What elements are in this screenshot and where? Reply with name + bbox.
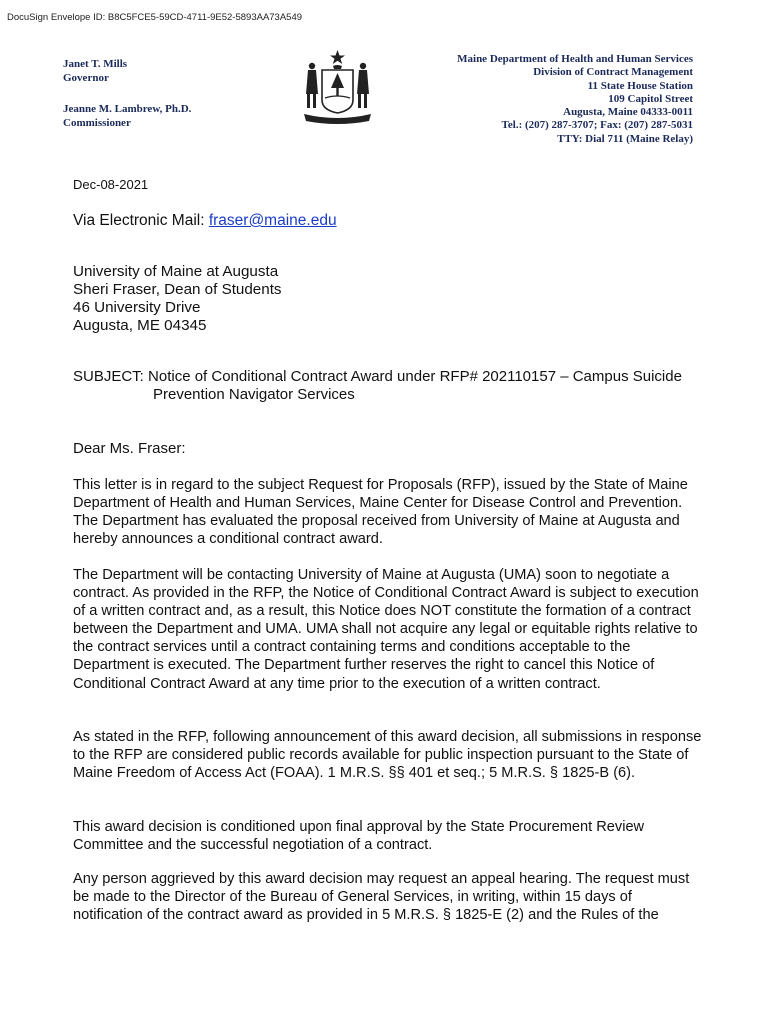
department-address-block <box>457 53 693 146</box>
governor-name: Janet T. Mills <box>63 58 128 70</box>
state-seal-icon <box>300 48 375 130</box>
address-line: University of Maine at Augusta <box>73 263 279 280</box>
dept-line: Division of Contract Management <box>533 66 693 79</box>
dept-line: 11 State House Station <box>587 79 693 92</box>
governor-title: Governor <box>63 72 109 84</box>
recipient-address <box>73 263 713 335</box>
subject-line-2: Prevention Navigator Services <box>153 386 355 404</box>
docusign-envelope-id: DocuSign Envelope ID: B8C5FCE5-59CD-4711-9E52-5893AA73A549 <box>7 12 303 23</box>
officials-block <box>63 57 191 130</box>
dept-line: Maine Department of Health and Human Services <box>457 53 693 65</box>
commissioner-name: Jeanne M. Lambrew, Ph.D. <box>63 103 192 115</box>
paragraph-approval-condition: This award decision is conditioned upon final approval by the State Procurement Review Committee and the successful negotiation of a contract. <box>73 819 645 854</box>
address-line: Sheri Fraser, Dean of Students <box>73 281 282 299</box>
address-line: Augusta, ME 04345 <box>73 317 207 335</box>
letter-date: Dec-08-2021 <box>73 177 149 192</box>
dept-line: Tel.: (207) 287-3707; Fax: (207) 287-5031 <box>501 119 693 132</box>
paragraph-award-announcement: This letter is in regard to the subject Request for Proposals (RFP), issued by the State of Maine Department of Health and Human Services, Maine Center for Disease Control and Prevention. The Department has evaluated the proposal received from University of Maine at Augusta and hereby announces a conditional contract award. <box>73 477 688 548</box>
paragraph-contract-negotiation: The Department will be contacting University of Maine at Augusta (UMA) soon to negotiate a contract. As provided in the RFP, the Notice of Conditional Contract Award is subject to execution of a written contract and, as a result, this Notice does NOT constitute the formation of a contract between the Department and UMA. UMA shall not acquire any legal or equitable rights relative to the contract services until a contract containing terms and conditions acceptable to the Department is executed. The Department further reserves the right to cancel this Notice of Conditional Contract Award at any time prior to the execution of a written contract. <box>73 567 699 692</box>
dept-line: Augusta, Maine 04333-0011 <box>563 106 693 119</box>
paragraph-public-records: As stated in the RFP, following announcement of this award decision, all submissions in response to the RFP are considered public records available for public inspection pursuant to the State of Maine Freedom of Access Act (FOAA). 1 M.R.S. §§ 401 et seq.; 5 M.R.S. § 1825-B (6). <box>73 729 702 782</box>
recipient-email-link[interactable]: fraser@maine.edu <box>208 212 337 229</box>
subject-line-1: SUBJECT: Notice of Conditional Contract Award under RFP# 202110157 – Campus Suicide <box>73 368 682 385</box>
dept-line: 109 Capitol Street <box>608 92 693 105</box>
address-line: 46 University Drive <box>73 299 201 317</box>
via-label: Via Electronic Mail: <box>73 212 209 229</box>
dept-line: TTY: Dial 711 (Maine Relay) <box>557 132 693 145</box>
commissioner-title: Commissioner <box>63 117 131 129</box>
delivery-method <box>73 212 337 230</box>
paragraph-appeal: Any person aggrieved by this award decision may request an appeal hearing. The request must be made to the Director of the Bureau of General Services, in writing, within 15 days of notification of the contract award as provided in 5 M.R.S. § 1825-E (2) and the Rules of the <box>73 871 690 924</box>
subject-line <box>73 368 713 404</box>
salutation: Dear Ms. Fraser: <box>73 440 186 457</box>
